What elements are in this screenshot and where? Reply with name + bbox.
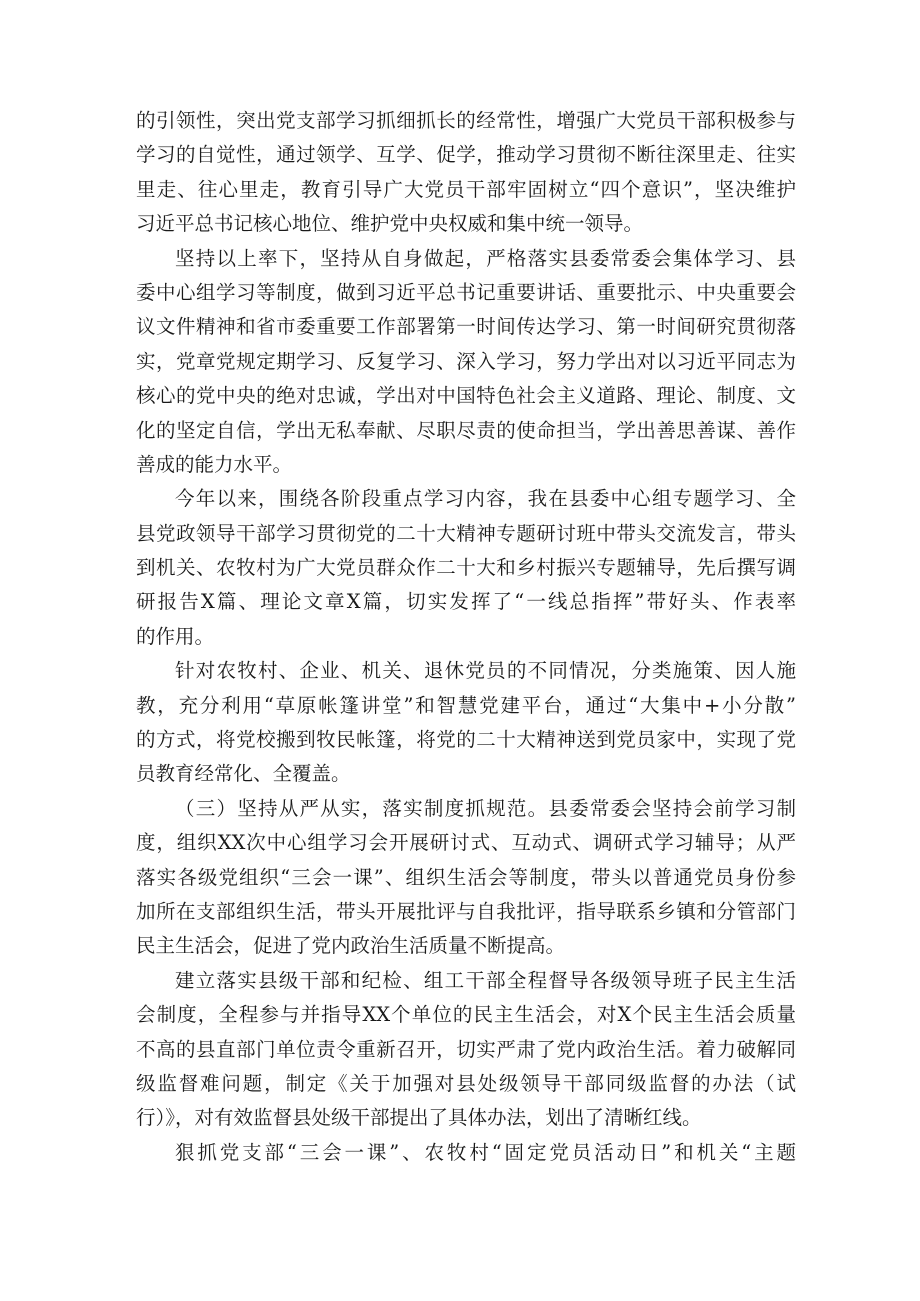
text-line: 度，组织XX次中心组学习会开展研讨式、互动式、调研式学习辅导；从严 [136, 831, 796, 855]
text-line: 级监督难问题，制定《关于加强对县处级领导干部同级监督的办法（试 [136, 1071, 796, 1095]
text-line: 里走、往心里走，教育引导广大党员干部牢固树立“四个意识”，坚决维护 [136, 177, 796, 201]
paragraph-3 [136, 482, 796, 654]
text-line: 会制度，全程参与并指导XX个单位的民主生活会，对X个民主生活会质量 [136, 1003, 796, 1027]
text-line: 教，充分利用“草原帐篷讲堂”和智慧党建平台，通过“大集中+小分散” [136, 693, 796, 717]
text-line: 加所在支部组织生活，带头开展批评与自我批评，指导联系乡镇和分管部门 [136, 899, 796, 923]
text-line: 落实各级党组织“三会一课”、组织生活会等制度，带头以普通党员身份参 [136, 865, 796, 889]
text-line: 民主生活会，促进了党内政治生活质量不断提高。 [136, 934, 566, 958]
text-line: 坚持以上率下，坚持从自身做起，严格落实县委常委会集体学习、县 [175, 246, 796, 270]
paragraph-7 [136, 1136, 796, 1170]
text-line: 建立落实县级干部和纪检、组工干部全程督导各级领导班子民主生活 [175, 968, 796, 992]
text-line: 县党政领导干部学习贯彻党的二十大精神专题研讨班中带头交流发言，带头 [136, 521, 796, 545]
text-line: 针对农牧村、企业、机关、退休党员的不同情况，分类施策、因人施 [175, 659, 796, 683]
text-line: 委中心组学习等制度，做到习近平总书记重要讲话、重要批示、中央重要会 [136, 280, 796, 304]
text-line: 员教育经常化、全覆盖。 [136, 762, 351, 786]
text-line: 善成的能力水平。 [136, 452, 293, 476]
text-line: 研报告X篇、理论文章X篇，切实发挥了“一线总指挥”带好头、作表率 [136, 590, 796, 614]
text-line: 核心的党中央的绝对忠诚，学出对中国特色社会主义道路、理论、制度、文 [136, 384, 796, 408]
text-line: 今年以来，围绕各阶段重点学习内容，我在县委中心组专题学习、全 [175, 487, 796, 511]
paragraph-5-section-heading [136, 792, 796, 964]
text-line: 行）》，对有效监督县处级干部提出了具体办法，划出了清晰红线。 [136, 1106, 702, 1130]
paragraph-1 [136, 104, 796, 242]
text-line: 到机关、农牧村为广大党员群众作二十大和乡村振兴专题辅导，先后撰写调 [136, 556, 796, 580]
text-line: 的方式，将党校搬到牧民帐篷，将党的二十大精神送到党员家中，实现了党 [136, 728, 796, 752]
text-line: 不高的县直部门单位责令重新召开，切实严肃了党内政治生活。着力破解同 [136, 1037, 796, 1061]
paragraph-6 [136, 964, 796, 1136]
text-line: 化的坚定自信，学出无私奉献、尽职尽责的使命担当，学出善思善谋、善作 [136, 418, 796, 442]
paragraph-4 [136, 654, 796, 792]
text-line: 议文件精神和省市委重要工作部署第一时间传达学习、第一时间研究贯彻落 [136, 315, 796, 339]
document-body [136, 104, 796, 1170]
text-line: 的作用。 [136, 624, 215, 648]
text-line: 狠抓党支部“三会一课”、农牧村“固定党员活动日”和机关“主题 [175, 1140, 796, 1164]
text-line: 学习的自觉性，通过领学、互学、促学，推动学习贯彻不断往深里走、往实 [136, 143, 796, 167]
text-line: 实，党章党规定期学习、反复学习、深入学习，努力学出对以习近平同志为 [136, 349, 796, 373]
text-line: 习近平总书记核心地位、维护党中央权威和集中统一领导。 [136, 212, 644, 236]
text-line: 的引领性，突出党支部学习抓细抓长的经常性，增强广大党员干部积极参与 [136, 109, 796, 132]
paragraph-2 [136, 242, 796, 483]
text-line: （三）坚持从严从实，落实制度抓规范。县委常委会坚持会前学习制 [175, 796, 796, 820]
